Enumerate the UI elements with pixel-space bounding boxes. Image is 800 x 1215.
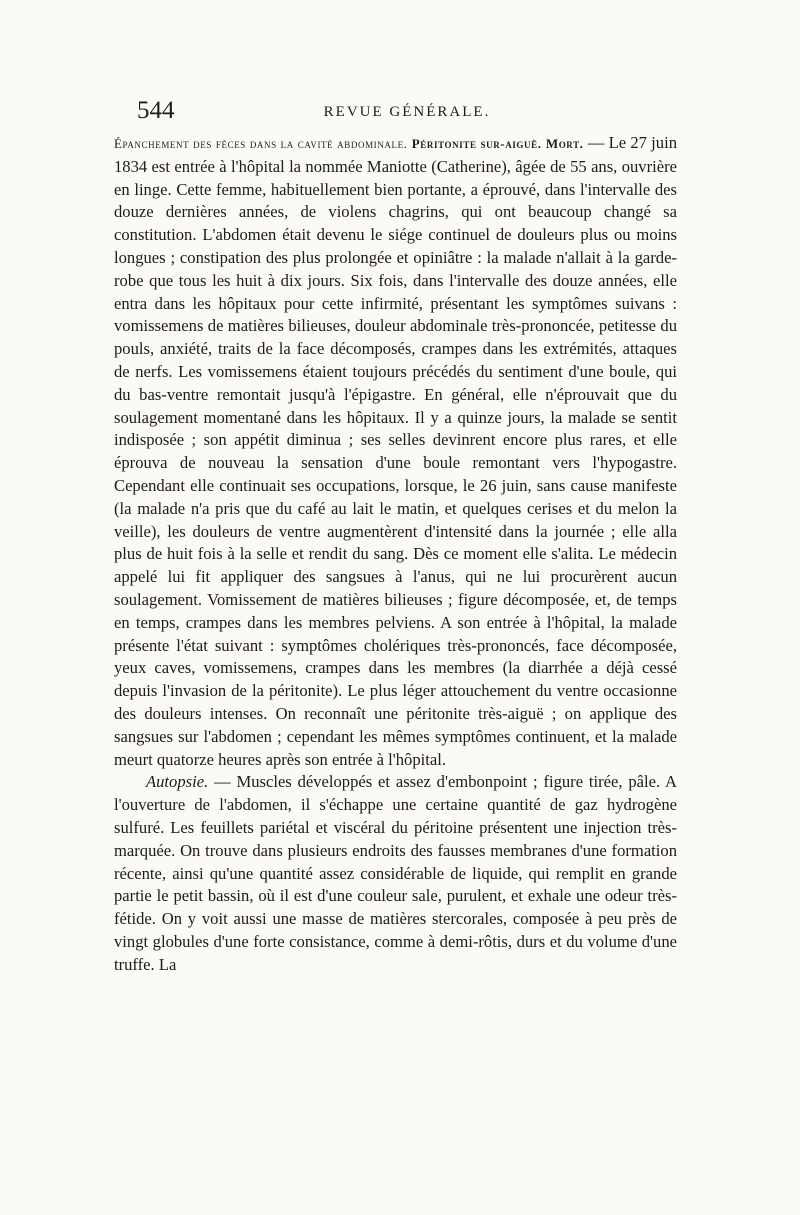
article-paragraph-1 (114, 132, 677, 771)
article-title-outcome: Mort. (545, 136, 584, 151)
autopsy-label: Autopsie. (146, 772, 209, 792)
case-history-text: — Le 27 juin 1834 est entrée à l'hôpital la nommée Maniotte (Catherine), âgée de 55 ans, ouvrière en linge. Cette femme, habituellement bien portante, a éprouvé, dans l'intervalle des douze dernières années, de violens chagrins, qui ont beaucoup changé sa constitution. L'abdomen était devenu le siége continuel de douleurs plus ou moins longues ; constipation des plus prolongée et opiniâtre : la malade n'allait à la garde-robe que tous les huit à dix jours. Six fois, dans l'intervalle des douze années, elle entra dans les hôpitaux pour cette infirmité, présentant les symptômes suivans : vomissemens de matières bilieuses, douleur abdominale très-prononcée, petitesse du pouls, anxiété, traits de la face décomposés, crampes dans les extrémités, attaques de nerfs. Les vomissemens étaient toujours précédés du sentiment d'une boule, qui du bas-ventre remontait jusqu'à l'épigastre. En général, elle n'éprouvait que du soulagement momentané dans les hôpitaux. Il y a quinze jours, la malade se sentit indisposée ; son appétit diminua ; ses selles devinrent encore plus rares, et elle éprouva de nouveau la sensation d'une boule remontant vers l'hypogastre. Cependant elle continuait ses occupations, lorsque, le 26 juin, sans cause manifeste (la malade n'a pris que du café au lait le matin, et quelques cerises et du melon la veille), les douleurs de ventre augmentèrent d'intensité dans la journée ; elle alla plus de huit fois à la selle et rendit du sang. Dès ce moment elle s'alita. Le médecin appelé lui fit appliquer des sangsues à l'anus, qui ne lui procurèrent aucun soulagement. Vomissement de matières bilieuses ; figure décomposée, et, de temps en temps, crampes dans les membres pelviens. A son entrée à l'hôpital, la malade présente l'état suivant : symptômes cholériques très-prononcés, face décomposée, yeux caves, vomissemens, crampes dans les membres (la diarrhée a déjà cessé depuis l'invasion de la péritonite). Le plus léger attouchement du ventre occasionne des douleurs intenses. On reconnaît une péritonite très-aiguë ; on applique des sangsues sur l'abdomen ; cependant les mêmes symptômes continuent, et la malade meurt quatorze heures après son entrée à l'hôpital. (114, 133, 677, 769)
article-body (114, 132, 677, 976)
page-header (137, 96, 677, 126)
article-paragraph-2 (114, 771, 677, 976)
article-title-diagnosis: Péritonite sur-aiguë. (411, 136, 542, 151)
page-number: 544 (137, 97, 175, 124)
running-head: REVUE GÉNÉRALE. (323, 104, 491, 120)
autopsy-text: — Muscles développés et assez d'embonpoint ; figure tirée, pâle. A l'ouverture de l'abdomen, il s'échappe une certaine quantité de gaz hydrogène sulfuré. Les feuillets pariétal et viscéral du péritoine présentent une injection très-marquée. On trouve dans plusieurs endroits des fausses membranes d'une formation récente, ainsi qu'une quantité assez considérable de liquide, qui remplit en grande partie le petit bassin, où il est d'une couleur sale, purulent, et exhale une odeur très-fétide. On y voit aussi une masse de matières stercorales, composée à peu près de vingt globules d'une forte consistance, comme à demi-rôtis, durs et du volume d'une truffe. La (114, 772, 677, 974)
article-title: Épanchement des fèces dans la cavité abdominale. (114, 136, 408, 151)
